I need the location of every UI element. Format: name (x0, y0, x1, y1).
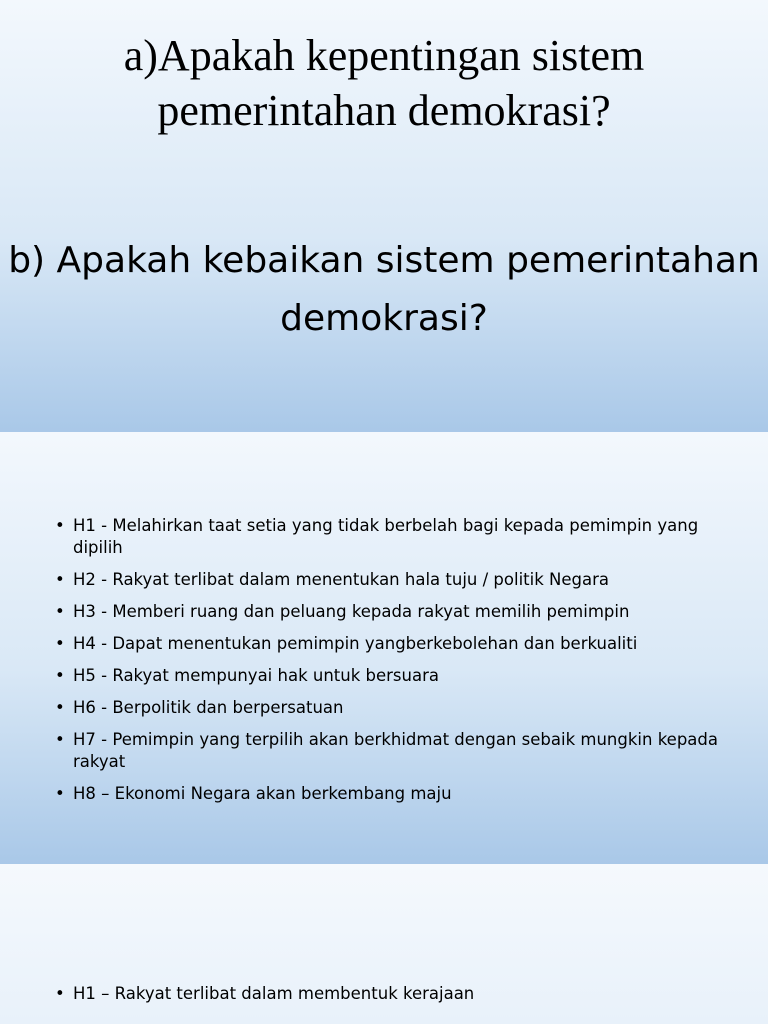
benefit-list (55, 983, 735, 1015)
slide-benefit-points (0, 864, 768, 1024)
list-item: • H4 - Dapat menentukan pemimpin yangberkebolehan dan berkualiti (55, 633, 735, 655)
list-item: • H8 – Ekonomi Negara akan berkembang maju (55, 783, 735, 805)
question-b: b) Apakah kebaikan sistem pemerintahan demokrasi? (8, 240, 760, 339)
slide-questions (0, 0, 768, 432)
list-item: • H1 - Melahirkan taat setia yang tidak berbelah bagi kepada pemimpin yang dipilih (55, 515, 735, 559)
list-item: • H1 – Rakyat terlibat dalam membentuk kerajaan (55, 983, 735, 1005)
list-item: • H2 - Rakyat terlibat dalam menentukan hala tuju / politik Negara (55, 569, 735, 591)
list-item: • H7 - Pemimpin yang terpilih akan berkhidmat dengan sebaik mungkin kepada rakyat (55, 729, 735, 773)
list-item: • H5 - Rakyat mempunyai hak untuk bersuara (55, 665, 735, 687)
slide-importance-points (0, 432, 768, 864)
question-a: a)Apakah kepentingan sistem pemerintahan demokrasi? (123, 31, 645, 135)
list-item: • H6 - Berpolitik dan berpersatuan (55, 697, 735, 719)
importance-list (55, 515, 735, 815)
list-item: • H3 - Memberi ruang dan peluang kepada rakyat memilih pemimpin (55, 601, 735, 623)
